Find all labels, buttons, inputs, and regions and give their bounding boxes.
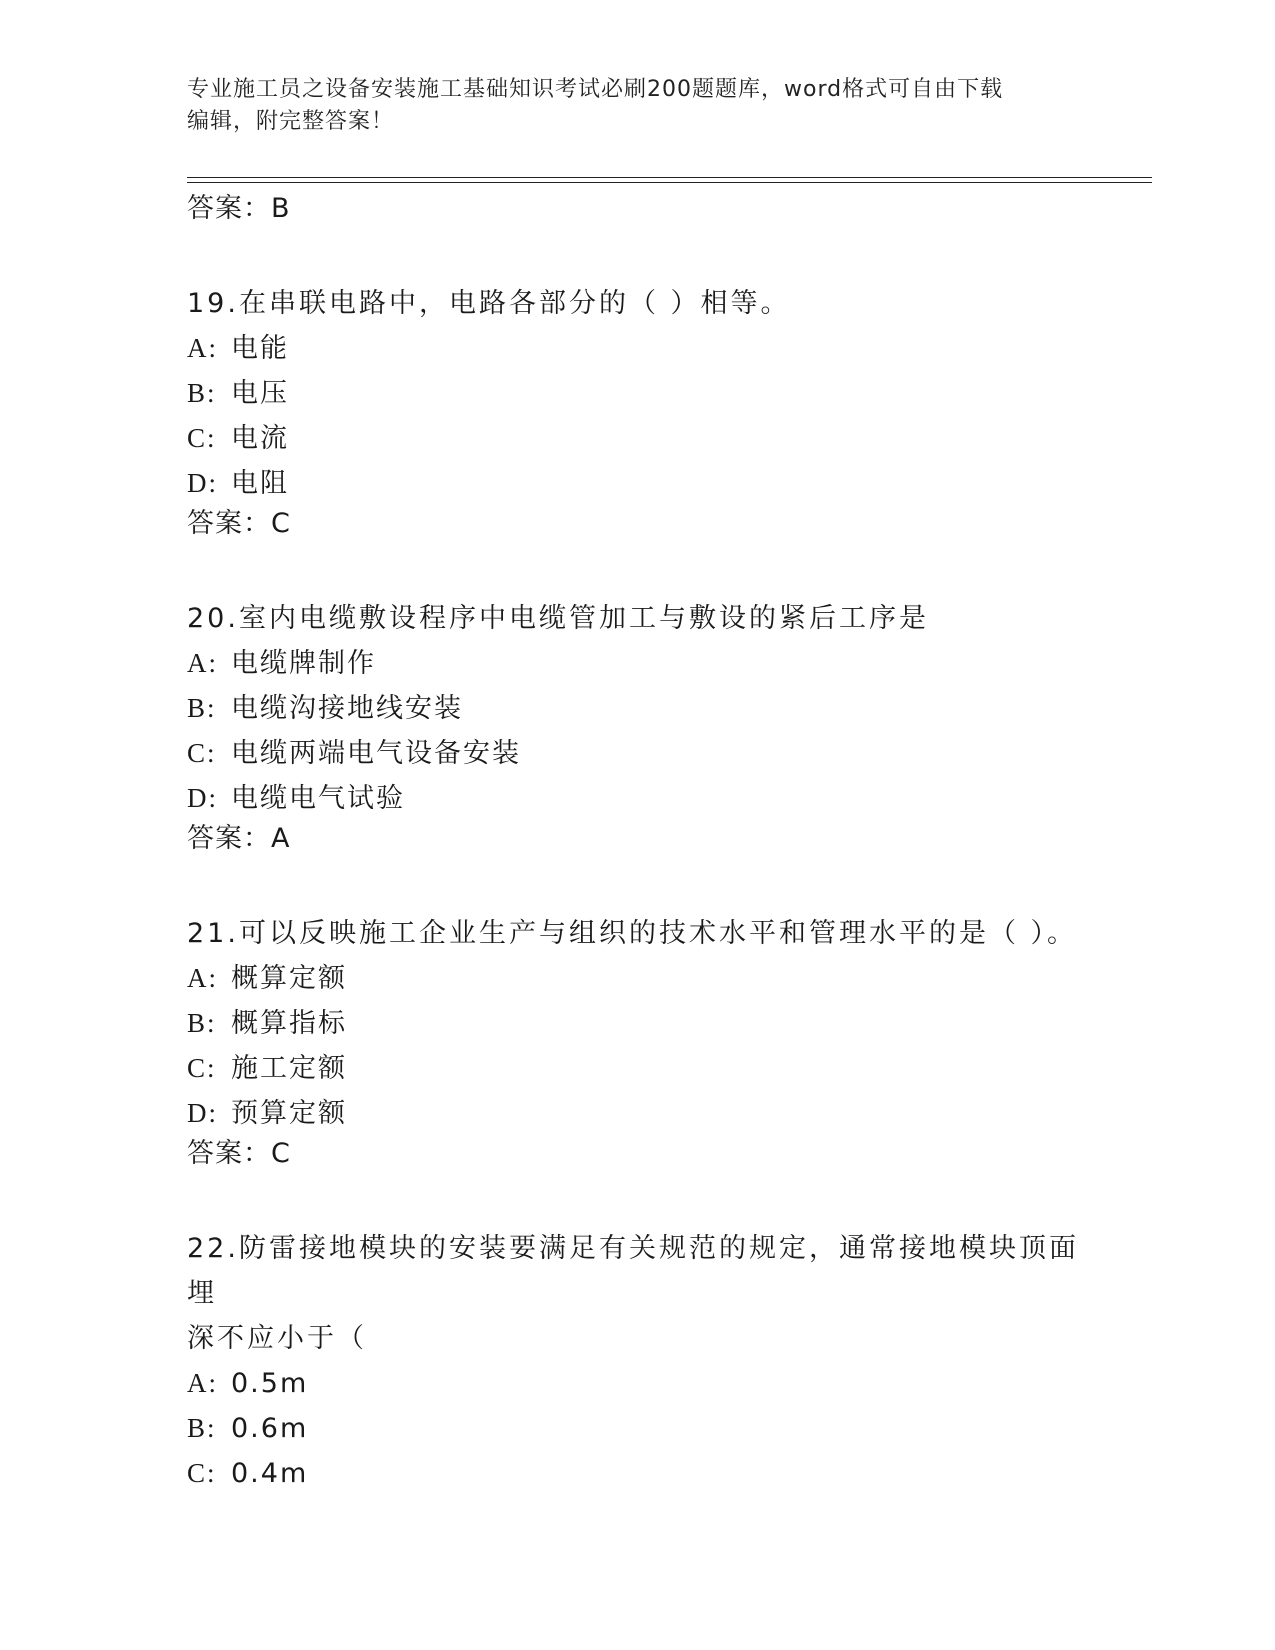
question-text: 21.可以反映施工企业生产与组织的技术水平和管理水平的是（ ）。 bbox=[187, 918, 1078, 949]
option-text: 电缆电气试验 bbox=[231, 783, 405, 814]
option-letter: B: bbox=[187, 1413, 217, 1443]
option-text: 电能 bbox=[231, 333, 289, 364]
option-b bbox=[187, 1406, 1087, 1451]
option-letter: C: bbox=[187, 738, 217, 768]
option-b bbox=[187, 686, 1087, 731]
option-text: 概算指标 bbox=[231, 1008, 347, 1039]
answer-label: 答案：C bbox=[187, 508, 291, 539]
answer-label: 答案：A bbox=[187, 823, 291, 854]
option-a bbox=[187, 1361, 1087, 1406]
question-text-line-1: 22.防雷接地模块的安装要满足有关规范的规定，通常接地模块顶面埋 bbox=[187, 1233, 1079, 1309]
question-list bbox=[187, 191, 1087, 1496]
option-d bbox=[187, 1091, 1087, 1136]
option-c bbox=[187, 1451, 1087, 1496]
answer-label: 答案：C bbox=[187, 1138, 291, 1169]
option-letter: B: bbox=[187, 1008, 217, 1038]
option-text: 施工定额 bbox=[231, 1053, 347, 1084]
question-19 bbox=[187, 281, 1087, 542]
question-21 bbox=[187, 911, 1087, 1172]
option-letter: C: bbox=[187, 423, 217, 453]
option-text: 电缆两端电气设备安装 bbox=[231, 738, 521, 769]
option-a bbox=[187, 326, 1087, 371]
option-text: 电流 bbox=[231, 423, 289, 454]
option-text: 电阻 bbox=[231, 468, 289, 499]
option-letter: A: bbox=[187, 963, 218, 993]
option-text: 0.5m bbox=[231, 1368, 309, 1399]
header-line-1: 专业施工员之设备安装施工基础知识考试必刷200题题库，word格式可自由下载 bbox=[187, 77, 1004, 102]
document-header bbox=[187, 74, 1067, 138]
option-letter: A: bbox=[187, 648, 218, 678]
option-letter: B: bbox=[187, 378, 217, 408]
header-divider-top bbox=[187, 177, 1152, 178]
option-a bbox=[187, 641, 1087, 686]
question-text: 20.室内电缆敷设程序中电缆管加工与敷设的紧后工序是 bbox=[187, 603, 929, 634]
option-c bbox=[187, 416, 1087, 461]
option-letter: A: bbox=[187, 1368, 218, 1398]
question-text: 19.在串联电路中，电路各部分的（ ）相等。 bbox=[187, 288, 791, 319]
option-text: 0.4m bbox=[231, 1458, 309, 1489]
option-letter: D: bbox=[187, 468, 218, 498]
option-letter: C: bbox=[187, 1458, 217, 1488]
question-20 bbox=[187, 596, 1087, 857]
header-divider-bottom bbox=[187, 182, 1152, 183]
option-text: 电压 bbox=[231, 378, 289, 409]
option-letter: D: bbox=[187, 1098, 218, 1128]
option-text: 预算定额 bbox=[231, 1098, 347, 1129]
option-d bbox=[187, 776, 1087, 821]
option-letter: A: bbox=[187, 333, 218, 363]
question-22 bbox=[187, 1226, 1087, 1496]
option-d bbox=[187, 461, 1087, 506]
option-letter: D: bbox=[187, 783, 218, 813]
option-letter: B: bbox=[187, 693, 217, 723]
option-letter: C: bbox=[187, 1053, 217, 1083]
option-c bbox=[187, 731, 1087, 776]
option-c bbox=[187, 1046, 1087, 1091]
answer-label: 答案：B bbox=[187, 193, 291, 224]
option-text: 0.6m bbox=[231, 1413, 309, 1444]
option-text: 概算定额 bbox=[231, 963, 347, 994]
option-b bbox=[187, 371, 1087, 416]
question-text-line-2: 深不应小于（ bbox=[187, 1323, 367, 1354]
option-b bbox=[187, 1001, 1087, 1046]
option-text: 电缆牌制作 bbox=[231, 648, 376, 679]
option-a bbox=[187, 956, 1087, 1001]
option-text: 电缆沟接地线安装 bbox=[231, 693, 463, 724]
header-line-2: 编辑，附完整答案！ bbox=[187, 109, 395, 134]
